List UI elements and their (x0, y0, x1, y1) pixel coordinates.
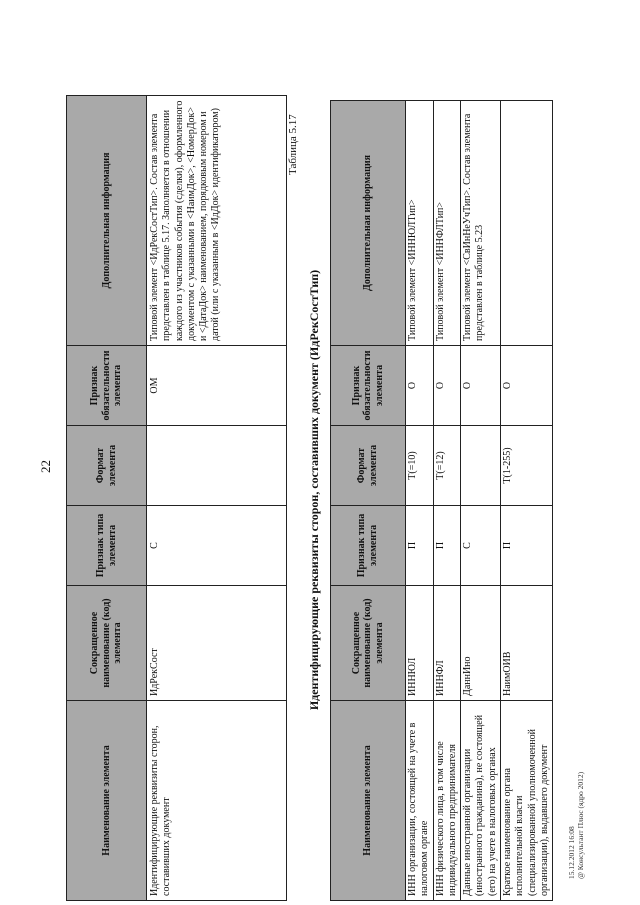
cell-info: Типовой элемент <СвИнНеУчТип>. Состав элемента представлен в таблице 5.23 (461, 101, 501, 346)
table-title: Идентифицирующие реквизиты сторон, составивших документ (ИдРекСостТип) (307, 269, 321, 711)
cell-format (147, 426, 287, 506)
cell-type: П (501, 506, 553, 586)
table-row (501, 101, 553, 901)
print-source: @ Консультант Плюс (ядро 2012) (576, 771, 585, 879)
cell-format: T(=12) (433, 426, 461, 506)
cell-format (461, 426, 501, 506)
cell-type: С (147, 506, 287, 586)
cell-code: ИННЮЛ (406, 586, 434, 701)
header-name: Наименование элемента (67, 701, 147, 901)
cell-code: ИдРекСост (147, 586, 287, 701)
header-info: Дополнительная информация (67, 96, 147, 346)
cell-format: T(1-255) (501, 426, 553, 506)
table-row (433, 101, 461, 901)
header-required: Признак обязательности элемента (67, 346, 147, 426)
cell-name: Данные иностранной организации (иностранного гражданина), не состоящей (его) на учете в налоговых органах (461, 701, 501, 901)
table-row (461, 101, 501, 901)
header-code: Сокращенное наименование (код) элемента (331, 586, 406, 701)
header-info: Дополнительная информация (331, 101, 406, 346)
table-row (147, 96, 287, 901)
cell-info: Типовой элемент <ИННЮЛТип> (406, 101, 434, 346)
cell-type: П (433, 506, 461, 586)
table-header-row (67, 96, 147, 901)
cell-required: О (406, 346, 434, 426)
header-format: Формат элемента (67, 426, 147, 506)
cell-required: ОМ (147, 346, 287, 426)
elements-table-bottom (330, 100, 553, 901)
print-timestamp: 15.12.2012 16:08 (567, 826, 576, 879)
header-name: Наименование элемента (331, 701, 406, 901)
header-type: Признак типа элемента (331, 506, 406, 586)
cell-required: О (501, 346, 553, 426)
cell-name: Идентифицирующие реквизиты сторон, составивших документ (147, 701, 287, 901)
cell-required: О (461, 346, 501, 426)
header-format: Формат элемента (331, 426, 406, 506)
cell-code: ДаннИно (461, 586, 501, 701)
cell-type: С (461, 506, 501, 586)
header-required: Признак обязательности элемента (331, 346, 406, 426)
print-footer (567, 772, 585, 879)
page-number: 22 (38, 460, 53, 473)
cell-name: ИНН физического лица, в том числе индивидуального предпринимателя (433, 701, 461, 901)
cell-info: Типовой элемент <ИдРекСостТип>. Состав элемента представлен в таблице 5.17. Заполняется в отношении каждого из участников события (сделки), оформленного документом с указанными в <НаимДок>, <НомерДок> и <ДатаДок> наименованием, порядковым номером и датой (или с указанным в <ИдДок> идентификатором) (147, 96, 287, 346)
cell-type: П (406, 506, 434, 586)
cell-info: Типовой элемент <ИННФЛТип> (433, 101, 461, 346)
cell-format: T(=10) (406, 426, 434, 506)
table-header-row (331, 101, 406, 901)
header-type: Признак типа элемента (67, 506, 147, 586)
cell-code: НаимОИВ (501, 586, 553, 701)
cell-info (501, 101, 553, 346)
cell-name: ИНН организации, состоящей на учете в налоговом органе (406, 701, 434, 901)
cell-code: ИННФЛ (433, 586, 461, 701)
elements-table-top (66, 95, 287, 901)
table-row (406, 101, 434, 901)
cell-name: Краткое наименование органа исполнительной власти (специализированной уполномоченной организации), выдавшего документ (501, 701, 553, 901)
table-label: Таблица 5.17 (287, 114, 299, 175)
cell-required: О (433, 346, 461, 426)
header-code: Сокращенное наименование (код) элемента (67, 586, 147, 701)
